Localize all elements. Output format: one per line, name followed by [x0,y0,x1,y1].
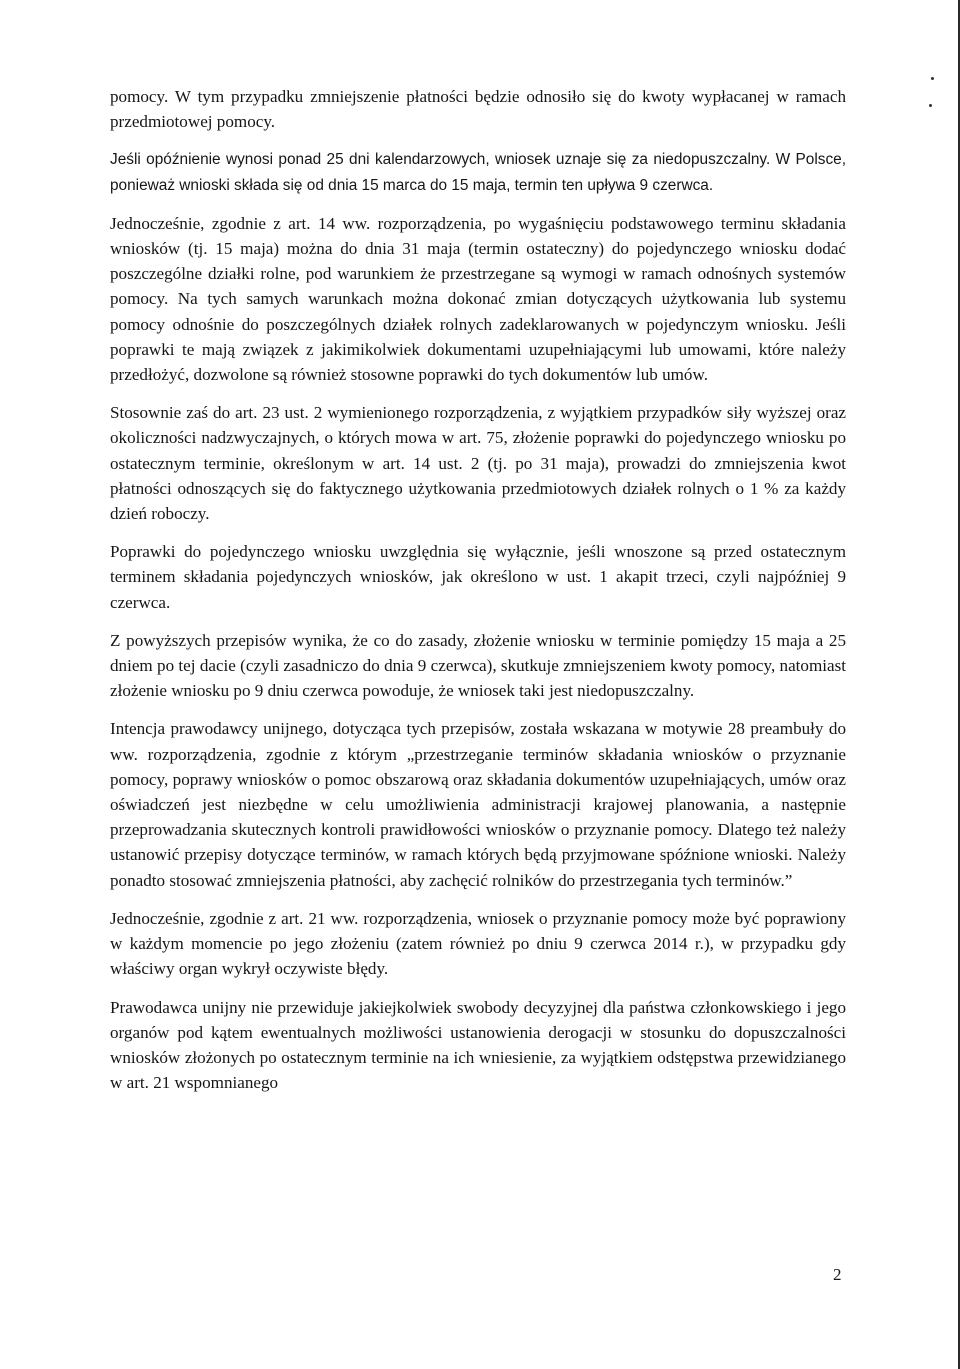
paragraph: Stosownie zaś do art. 23 ust. 2 wymienionego rozporządzenia, z wyjątkiem przypadków siły wyższej oraz okoliczności nadzwyczajnych, o których mowa w art. 75, złożenie poprawki do pojedynczego wniosku po ostatecznym terminie, określonym w art. 14 ust. 2 (tj. po 31 maja), prowadzi do zmniejszenia kwot płatności odnoszących się do faktycznego użytkowania przedmiotowych działek rolnych o 1 % za każdy dzień roboczy. [110,403,846,524]
page-number: 2 [833,1265,842,1284]
paragraph: Z powyższych przepisów wynika, że co do zasady, złożenie wniosku w terminie pomiędzy 15 maja a 25 dniem po tej dacie (czyli zasadniczo do dnia 9 czerwca), skutkuje zmniejszeniem kwoty pomocy, natomiast złożenie wniosku po 9 dniu czerwca powoduje, że wniosek taki jest niedopuszczalny. [110,630,846,701]
paragraph: Intencja prawodawcy unijnego, dotycząca tych przepisów, została wskazana w motywie 28 preambuły do ww. rozporządzenia, zgodnie z którym „przestrzeganie terminów składania wniosków o przyznanie pomocy, poprawy wniosków o pomoc obszarową oraz składania dokumentów uzupełniających, umów oraz oświadczeń jest niezbędne w celu umożliwienia administracji krajowej planowania, a następnie przeprowadzania skutecznych kontroli prawidłowości wniosków o przyznanie pomocy. Dlatego też należy ustanowić przepisy dotyczące terminów, w ramach których będą przyjmowane spóźnione wnioski. Należy ponadto stosować zmniejszenia płatności, aby zachęcić rolników do przestrzegania tych terminów.” [110,719,846,890]
document-body [110,84,846,1108]
paragraph: pomocy. W tym przypadku zmniejszenie płatności będzie odnosiło się do kwoty wypłacanej w ramach przedmiotowej pomocy. [110,87,846,132]
scan-mark [929,104,932,107]
paragraph: Poprawki do pojedynczego wniosku uwzględnia się wyłącznie, jeśli wnoszone są przed ostatecznym terminem składania pojedynczych wniosków, jak określono w ust. 1 akapit trzeci, czyli najpóźniej 9 czerwca. [110,542,846,612]
paragraph: Prawodawca unijny nie przewiduje jakiejkolwiek swobody decyzyjnej dla państwa członkowskiego i jego organów pod kątem ewentualnych możliwości ustanowienia derogacji w stosunku do dopuszczalności wniosków złożonych po ostatecznym terminie na ich wniesienie, za wyjątkiem odstępstwa przewidzianego w art. 21 wspomnianego [110,997,846,1093]
scan-mark [931,77,934,80]
paragraph: Jeśli opóźnienie wynosi ponad 25 dni kalendarzowych, wniosek uznaje się za niedopuszczalny. W Polsce, ponieważ wnioski składa się od dnia 15 marca do 15 maja, termin ten upływa 9 czerwca. [110,151,846,194]
paragraph: Jednocześnie, zgodnie z art. 21 ww. rozporządzenia, wniosek o przyznanie pomocy może być poprawiony w każdym momencie po jego złożeniu (zatem również po dniu 9 czerwca 2014 r.), w przypadku gdy właściwy organ wykrył oczywiste błędy. [110,908,846,979]
paragraph: Jednocześnie, zgodnie z art. 14 ww. rozporządzenia, po wygaśnięciu podstawowego terminu składania wniosków (tj. 15 maja) można do dnia 31 maja (termin ostateczny) do pojedynczego wniosku dodać poszczególne działki rolne, pod warunkiem że przestrzegane są wymogi w ramach odnośnych systemów pomocy. Na tych samych warunkach można dokonać zmian dotyczących użytkowania lub systemu pomocy odnośnie do poszczególnych działek rolnych zadeklarowanych w pojedynczym wniosku. Jeśli poprawki te mają związek z jakimikolwiek dokumentami uzupełniającymi lub umowami, które należy przedłożyć, dozwolone są również stosowne poprawki do tych dokumentów lub umów. [110,213,846,385]
